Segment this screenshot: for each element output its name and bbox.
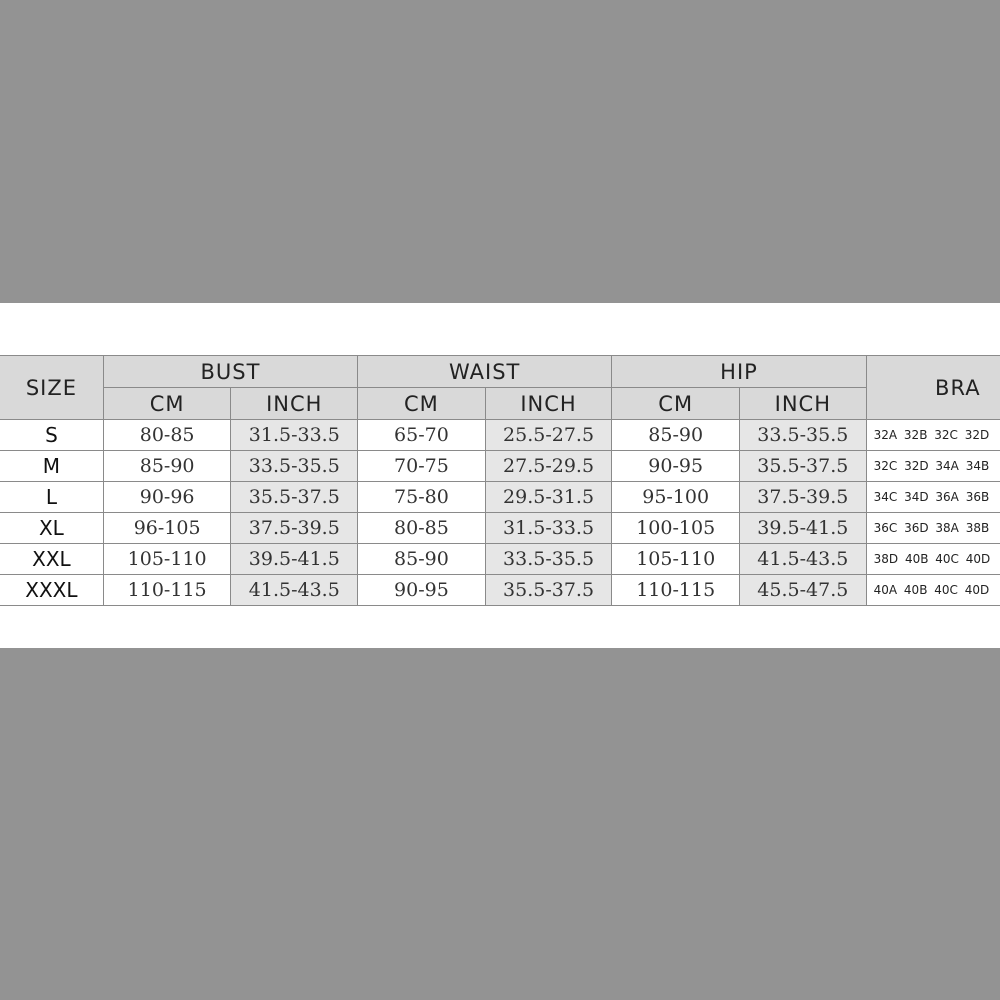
hip-inch-cell: 37.5-39.5 <box>740 482 867 513</box>
bust-inch-cell: 39.5-41.5 <box>231 544 358 575</box>
table-row <box>0 420 1000 451</box>
size-chart-panel <box>0 303 1000 648</box>
waist-inch-cell: 33.5-35.5 <box>485 544 612 575</box>
bust-cm-cell: 85-90 <box>103 451 231 482</box>
table-row <box>0 451 1000 482</box>
waist-inch-cell: 35.5-37.5 <box>485 575 612 606</box>
waist-inch-cell: 29.5-31.5 <box>485 482 612 513</box>
bust-cm-cell: 105-110 <box>103 544 231 575</box>
waist-cm-cell: 70-75 <box>358 451 486 482</box>
bust-inch-cell: 33.5-35.5 <box>231 451 358 482</box>
size-chart-table <box>0 355 1000 606</box>
bust-inch-cell: 41.5-43.5 <box>231 575 358 606</box>
hip-cm-cell: 110-115 <box>612 575 740 606</box>
header-bust: BUST <box>103 356 357 388</box>
size-cell: XL <box>0 513 103 544</box>
hip-inch-cell: 35.5-37.5 <box>740 451 867 482</box>
bust-cm-cell: 110-115 <box>103 575 231 606</box>
hip-inch-cell: 45.5-47.5 <box>740 575 867 606</box>
bust-cm-cell: 96-105 <box>103 513 231 544</box>
bust-inch-cell: 31.5-33.5 <box>231 420 358 451</box>
hip-inch-cell: 33.5-35.5 <box>740 420 867 451</box>
table-row <box>0 482 1000 513</box>
size-cell: L <box>0 482 103 513</box>
bust-inch-cell: 37.5-39.5 <box>231 513 358 544</box>
size-cell: M <box>0 451 103 482</box>
bra-cell: 40A 40B 40C 40D <box>866 575 1000 606</box>
table-row <box>0 575 1000 606</box>
bra-cell: 32A 32B 32C 32D <box>866 420 1000 451</box>
bra-cell: 38D 40B 40C 40D <box>866 544 1000 575</box>
bust-inch-cell: 35.5-37.5 <box>231 482 358 513</box>
header-size: SIZE <box>0 356 103 420</box>
size-cell: S <box>0 420 103 451</box>
header-hip: HIP <box>612 356 866 388</box>
bra-cell: 32C 32D 34A 34B <box>866 451 1000 482</box>
header-bra: BRA <box>866 356 1000 420</box>
hip-cm-cell: 100-105 <box>612 513 740 544</box>
header-waist-inch: INCH <box>485 388 612 420</box>
header-bust-cm: CM <box>103 388 231 420</box>
hip-inch-cell: 41.5-43.5 <box>740 544 867 575</box>
waist-inch-cell: 27.5-29.5 <box>485 451 612 482</box>
hip-cm-cell: 105-110 <box>612 544 740 575</box>
bra-cell: 34C 34D 36A 36B <box>866 482 1000 513</box>
waist-inch-cell: 25.5-27.5 <box>485 420 612 451</box>
hip-inch-cell: 39.5-41.5 <box>740 513 867 544</box>
waist-cm-cell: 85-90 <box>358 544 486 575</box>
table-row <box>0 513 1000 544</box>
hip-cm-cell: 85-90 <box>612 420 740 451</box>
size-cell: XXXL <box>0 575 103 606</box>
header-hip-inch: INCH <box>740 388 867 420</box>
waist-cm-cell: 65-70 <box>358 420 486 451</box>
waist-cm-cell: 80-85 <box>358 513 486 544</box>
hip-cm-cell: 95-100 <box>612 482 740 513</box>
header-hip-cm: CM <box>612 388 740 420</box>
bust-cm-cell: 80-85 <box>103 420 231 451</box>
header-waist: WAIST <box>358 356 612 388</box>
waist-inch-cell: 31.5-33.5 <box>485 513 612 544</box>
hip-cm-cell: 90-95 <box>612 451 740 482</box>
header-bust-inch: INCH <box>231 388 358 420</box>
waist-cm-cell: 75-80 <box>358 482 486 513</box>
size-cell: XXL <box>0 544 103 575</box>
header-waist-cm: CM <box>358 388 486 420</box>
table-row <box>0 544 1000 575</box>
bra-cell: 36C 36D 38A 38B <box>866 513 1000 544</box>
bust-cm-cell: 90-96 <box>103 482 231 513</box>
waist-cm-cell: 90-95 <box>358 575 486 606</box>
